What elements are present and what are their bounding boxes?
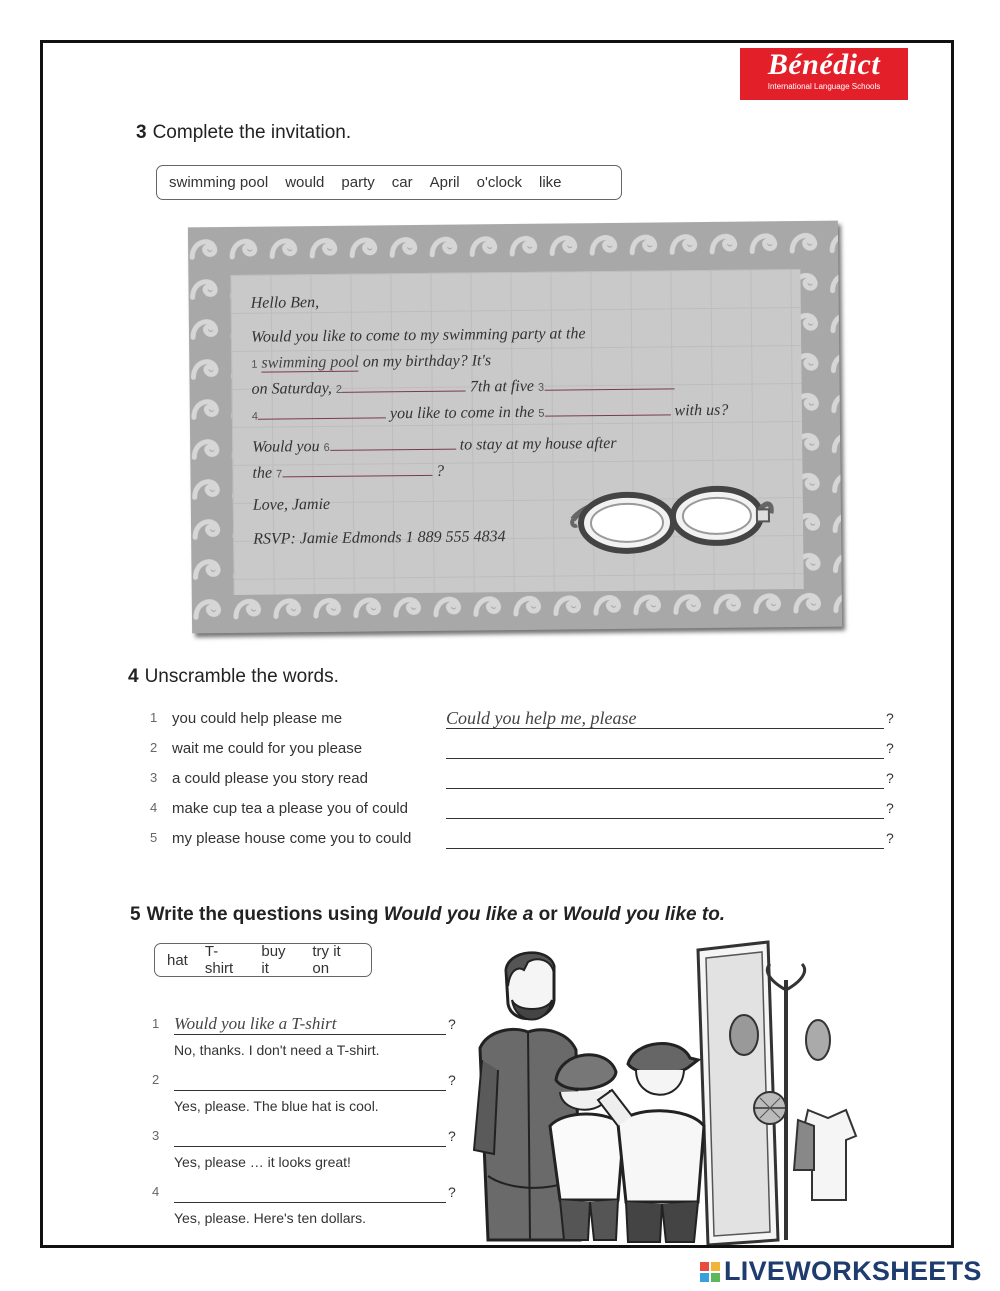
section5-heading: [130, 904, 725, 926]
row-number: 1: [150, 710, 158, 725]
unscramble-answer-4[interactable]: [446, 798, 884, 819]
benedict-logo: [740, 48, 908, 100]
goggles-icon: [566, 459, 777, 561]
question-mark: ?: [886, 710, 894, 726]
unscramble-answer-1[interactable]: Could you help me, please: [446, 708, 884, 729]
answer-6-input[interactable]: [330, 437, 456, 451]
letter-text: Would you: [252, 438, 320, 456]
word-chip: o'clock: [476, 174, 523, 191]
invitation-card: [188, 221, 842, 634]
row-number: 2: [152, 1072, 160, 1087]
blank-number: 6: [323, 441, 330, 455]
question-answer-4[interactable]: [174, 1182, 446, 1203]
word-chip: hat: [167, 951, 188, 969]
liveworksheets-logo-icon: [700, 1262, 720, 1282]
section5-title-start: Write the questions using: [146, 904, 384, 925]
letter-text: you like to come in the: [389, 403, 535, 423]
letter-line1: Would you like to come to my swimming party at the: [250, 325, 586, 346]
section3-number: 3: [136, 122, 147, 143]
letter-line5: [252, 435, 617, 457]
liveworksheets-footer[interactable]: [700, 1256, 982, 1287]
question-mark: ?: [448, 1072, 456, 1088]
scrambled-words: a could please you story read: [172, 770, 368, 787]
section4-title: Unscramble the words.: [144, 666, 339, 687]
scrambled-words: wait me could for you please: [172, 740, 363, 757]
blank-number: 3: [537, 381, 545, 394]
section3-heading: [136, 122, 351, 144]
question-answer-2[interactable]: [174, 1070, 446, 1091]
letter-text: ?: [436, 462, 445, 480]
section5-number: 5: [130, 904, 141, 925]
section5-word-box: [154, 943, 372, 977]
answer-5-input[interactable]: [544, 402, 670, 416]
scrambled-words: make cup tea a please you of could: [172, 800, 408, 817]
row-number: 3: [152, 1128, 160, 1143]
question-mark: ?: [886, 830, 894, 846]
word-chip: party: [341, 174, 375, 191]
section4-number: 4: [128, 666, 139, 687]
row-number: 3: [150, 770, 158, 785]
answer-2-input[interactable]: [342, 379, 466, 393]
letter-text: on Saturday,: [251, 379, 332, 398]
answer-7-input[interactable]: [282, 463, 432, 478]
question-mark: ?: [886, 740, 894, 756]
letter-text: the: [252, 464, 273, 482]
section5-title-em2: Would you like to.: [562, 904, 726, 925]
question-mark: ?: [886, 800, 894, 816]
unscramble-answer-5[interactable]: [446, 828, 884, 849]
unscramble-row: [150, 740, 895, 762]
blank-number: 2: [335, 383, 343, 396]
section5-title-mid: or: [533, 904, 563, 925]
row-number: 4: [152, 1184, 160, 1199]
question-mark: ?: [448, 1184, 456, 1200]
unscramble-row: [150, 830, 895, 852]
letter-closing: Love, Jamie: [252, 495, 331, 514]
row-number: 1: [152, 1016, 160, 1031]
scrambled-words: you could help please me: [172, 710, 343, 727]
scrambled-words: my please house come you to could: [172, 830, 412, 847]
unscramble-answer-2[interactable]: [446, 738, 884, 759]
logo-subtitle: International Language Schools: [767, 82, 881, 91]
letter-line2: [251, 352, 491, 373]
unscramble-row: [150, 770, 895, 792]
unscramble-row: [150, 800, 895, 822]
answer-4-input[interactable]: [258, 405, 386, 419]
reply-text: Yes, please … it looks great!: [174, 1154, 351, 1170]
answer-1-input[interactable]: swimming pool: [261, 353, 359, 372]
blank-number: 1: [251, 358, 258, 371]
answer-3-input[interactable]: [544, 376, 674, 390]
section5-title-em1: Would you like a: [383, 904, 534, 925]
letter-text: on my birthday? It's: [362, 352, 492, 371]
section3-word-box: [156, 165, 622, 200]
section4-heading: [128, 666, 339, 688]
question-answer-3[interactable]: [174, 1126, 446, 1147]
question-mark: ?: [448, 1016, 456, 1032]
word-chip: swimming pool: [169, 174, 269, 191]
letter-line6: [252, 463, 444, 483]
row-number: 5: [150, 830, 158, 845]
letter-text: to stay at my house after: [459, 434, 617, 454]
letter-greeting: Hello Ben,: [250, 294, 320, 312]
unscramble-answer-3[interactable]: [446, 768, 884, 789]
question-mark: ?: [448, 1128, 456, 1144]
word-chip: try it on: [312, 943, 341, 977]
blank-number: 5: [538, 407, 545, 420]
letter-text: with us?: [674, 401, 729, 420]
reply-text: Yes, please. The blue hat is cool.: [174, 1098, 379, 1114]
blank-number: 4: [251, 410, 259, 423]
word-chip: April: [429, 174, 460, 191]
shop-illustration: [468, 940, 888, 1245]
reply-text: Yes, please. Here's ten dollars.: [174, 1210, 367, 1226]
word-chip: T-shirt: [204, 943, 234, 977]
footer-brand: LIVEWORKSHEETS: [724, 1256, 982, 1286]
question-answer-1[interactable]: Would you like a T-shirt: [174, 1014, 446, 1035]
unscramble-row: [150, 710, 895, 732]
word-chip: buy it: [261, 943, 286, 977]
row-number: 2: [150, 740, 158, 755]
question-mark: ?: [886, 770, 894, 786]
letter-text: 7th at five: [469, 377, 535, 396]
word-chip: like: [539, 174, 562, 191]
reply-text: No, thanks. I don't need a T-shirt.: [174, 1042, 380, 1058]
letter-rsvp: RSVP: Jamie Edmonds 1 889 555 4834: [253, 528, 506, 548]
logo-name: Bénédict: [767, 48, 881, 81]
word-chip: would: [285, 174, 325, 191]
row-number: 4: [150, 800, 158, 815]
section3-title: Complete the invitation.: [152, 122, 352, 143]
blank-number: 7: [275, 468, 283, 481]
word-chip: car: [391, 174, 413, 191]
